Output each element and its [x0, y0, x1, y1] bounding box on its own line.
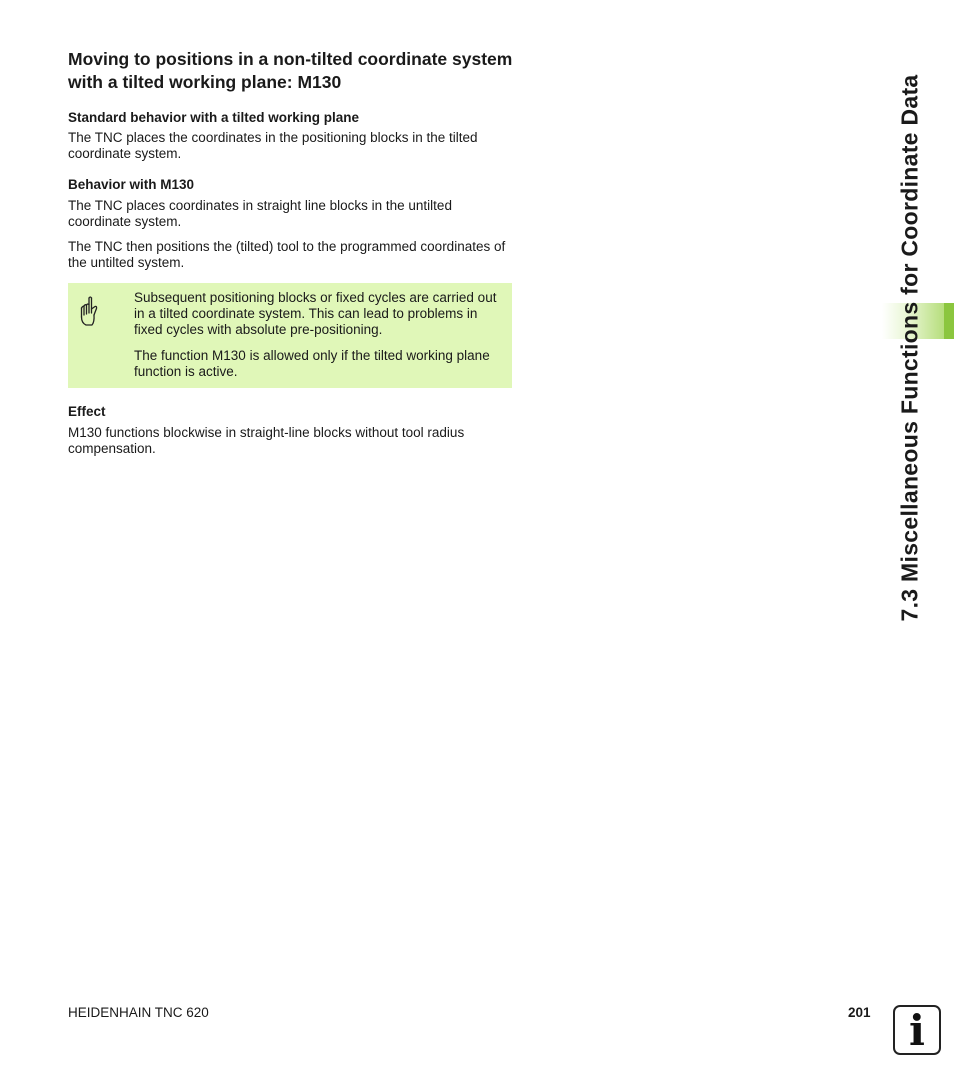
note-text-1: Subsequent positioning blocks or fixed cycles are carried out in a tilted coordinate system. This can lead to problems in fixed cycles with absolute pre-positioning. — [134, 290, 497, 337]
footer-manual-name: HEIDENHAIN TNC 620 — [68, 1005, 209, 1020]
behavior-m130-heading: Behavior with M130 — [68, 177, 195, 192]
info-glyph: i — [909, 1006, 925, 1055]
effect-text: M130 functions blockwise in straight-line blocks without tool radius compensation. — [68, 425, 465, 456]
standard-behavior-heading: Standard behavior with a tilted working plane — [68, 110, 360, 125]
page-number: 201 — [848, 1005, 871, 1020]
behavior-m130-text-1: The TNC places coordinates in straight line blocks in the untilted coordinate system. — [68, 198, 452, 229]
effect-heading: Effect — [68, 404, 106, 419]
note-text-2: The function M130 is allowed only if the tilted working plane function is active. — [134, 348, 490, 379]
standard-behavior-text: The TNC places the coordinates in the positioning blocks in the tilted coordinate system. — [68, 130, 478, 161]
chapter-title-text: 7.3 Miscellaneous Functions for Coordinate Data — [896, 74, 923, 622]
note-box — [68, 283, 512, 388]
behavior-m130-text-2: The TNC then positions the (tilted) tool to the programmed coordinates of the untilted system. — [68, 239, 506, 270]
info-icon — [893, 1005, 941, 1055]
pointing-hand-icon — [77, 295, 99, 329]
section-title: Moving to positions in a non-tilted coordinate system with a tilted working plane: M130 — [68, 49, 513, 92]
